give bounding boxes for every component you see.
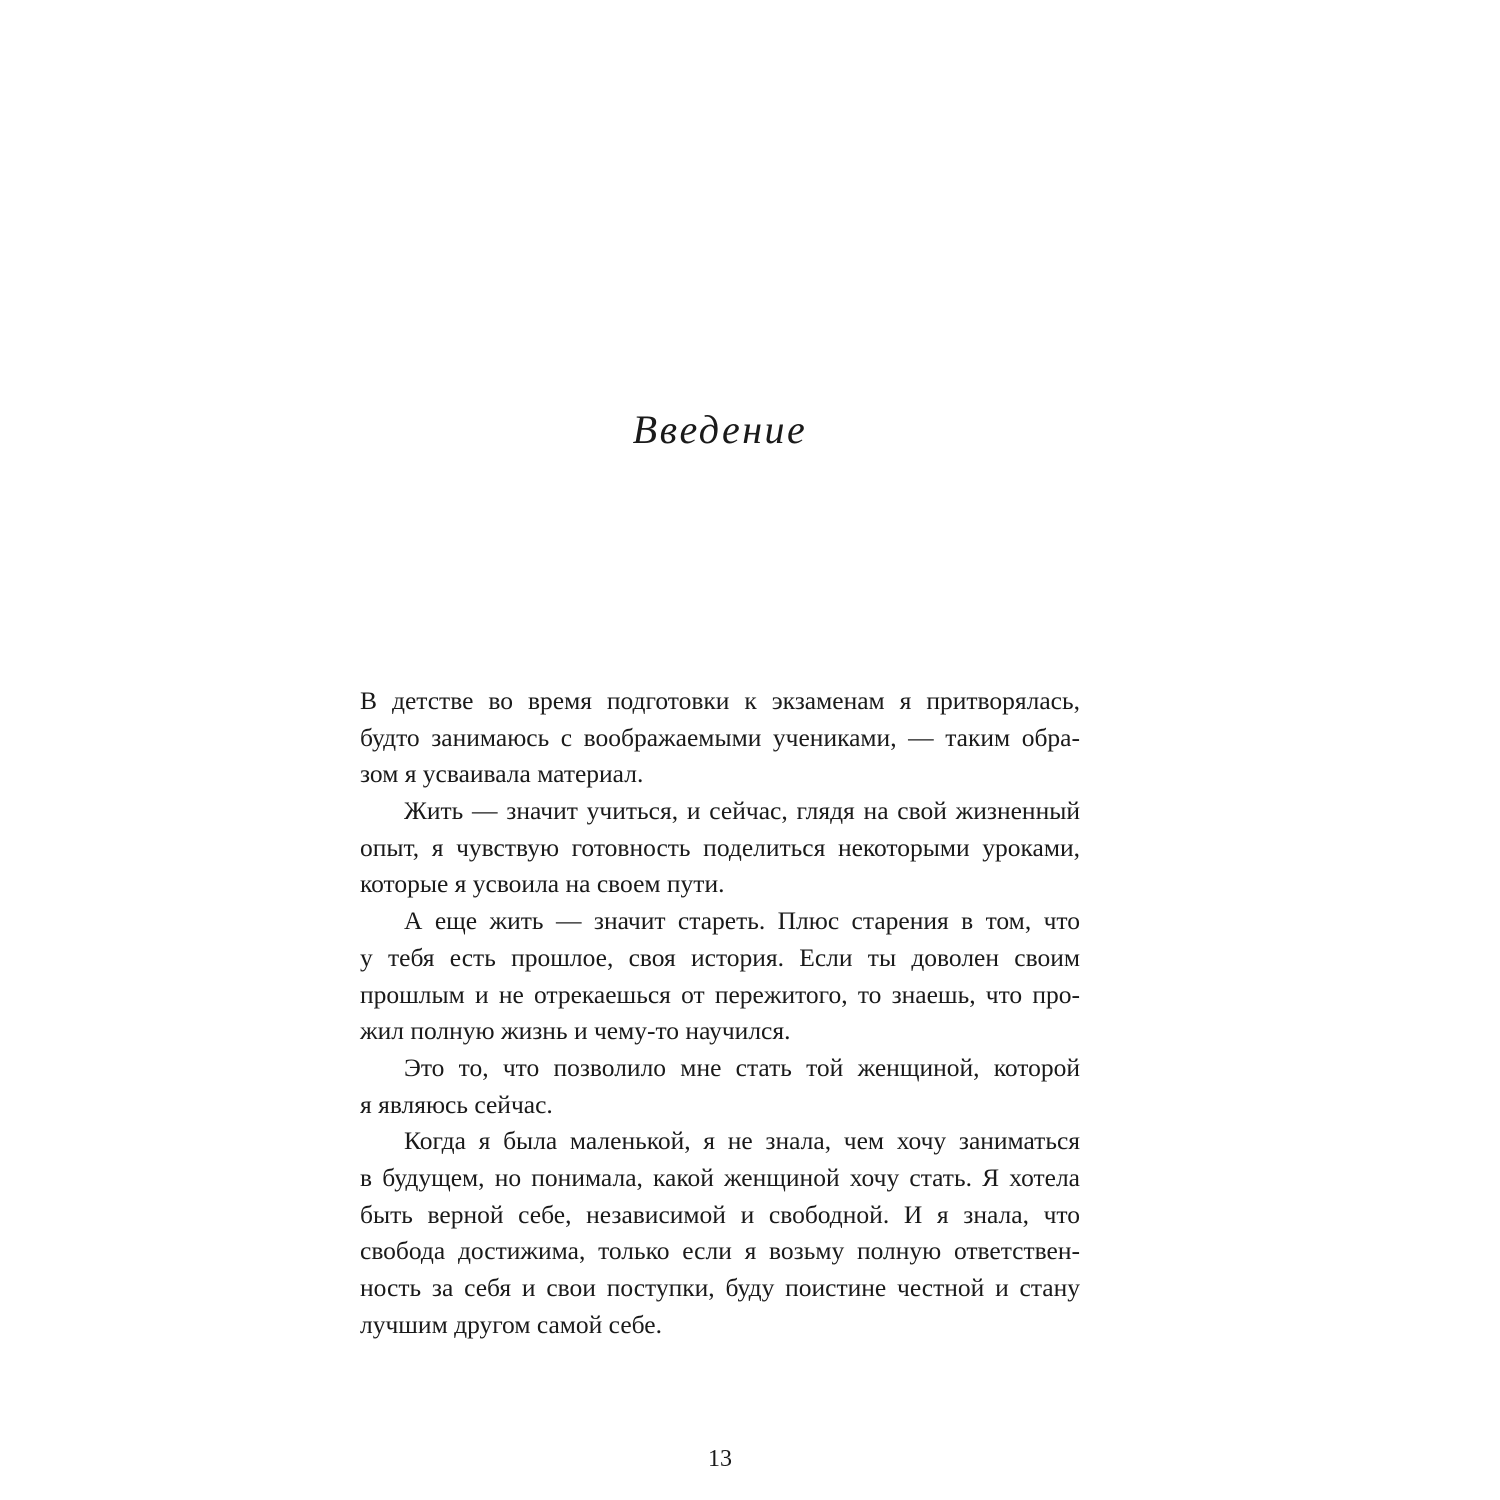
paragraph [360, 683, 1080, 793]
paragraph [360, 1050, 1080, 1123]
body-text [360, 683, 1080, 1343]
text-line: прошлым и не отрекаешься от пережитого, то знаешь, что про- [360, 979, 1080, 1009]
text-line: которые я усвоила на своем пути. [360, 869, 725, 899]
text-line: В детстве во время подготовки к экзаменам я притворялась, [360, 686, 1080, 715]
text-line: лучшим другом самой себе. [360, 1309, 662, 1339]
text-line: будто занимаюсь с воображаемыми учениками, — таким обра- [360, 722, 1080, 752]
text-line: опыт, я чувствую готовность поделиться некоторыми уроками, [360, 832, 1080, 862]
text-line: у тебя есть прошлое, своя история. Если ты доволен своим [360, 942, 1080, 972]
text-line: Жить — значит учиться, и сейчас, глядя на свой жизненный [404, 796, 1080, 826]
chapter-title: Введение [632, 407, 808, 452]
paragraph [360, 1123, 1080, 1343]
text-line: Это то, что позволило мне стать той женщиной, которой [404, 1052, 1080, 1082]
text-line: А еще жить — значит стареть. Плюс старения в том, что [404, 906, 1080, 936]
text-line: зом я усваивала материал. [360, 759, 644, 789]
text-line: свобода достижима, только если я возьму полную ответствен- [360, 1236, 1080, 1266]
text-line: Когда я была маленькой, я не знала, чем хочу заниматься [404, 1126, 1080, 1156]
text-line: в будущем, но понимала, какой женщиной хочу стать. Я хотела [360, 1162, 1080, 1192]
page-number: 13 [708, 1446, 732, 1472]
text-line: я являюсь сейчас. [360, 1089, 553, 1119]
text-line: жил полную жизнь и чему-то научился. [360, 1016, 791, 1046]
paragraph [360, 793, 1080, 903]
text-line: быть верной себе, независимой и свободной. И я знала, что [360, 1199, 1080, 1229]
text-line: ность за себя и свои поступки, буду поистине честной и стану [360, 1273, 1080, 1302]
paragraph [360, 903, 1080, 1050]
